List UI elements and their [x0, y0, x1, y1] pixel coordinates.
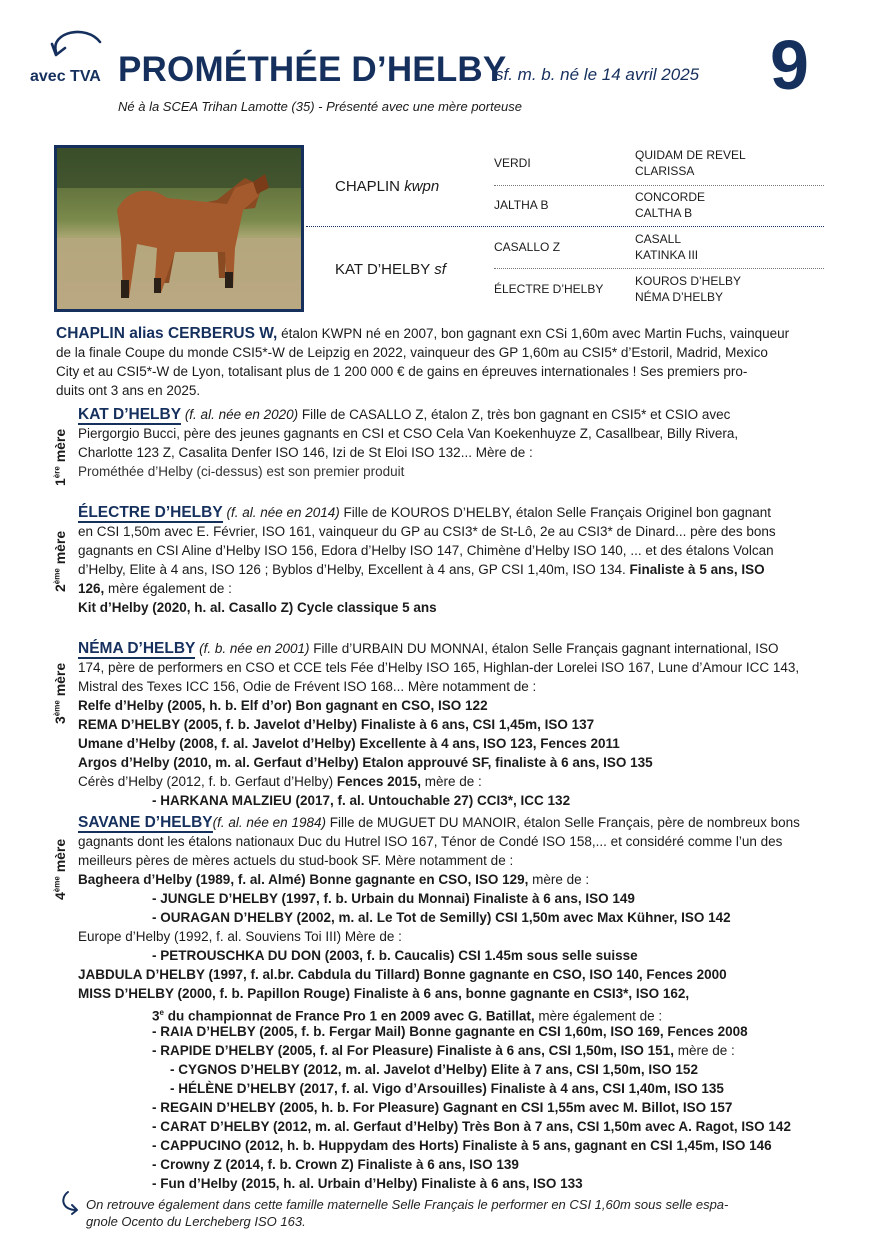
horse-photo: [54, 145, 304, 312]
pedigree-dam-dam: ÉLECTRE D’HELBY: [494, 282, 604, 296]
gen1-heading: KAT D’HELBY: [78, 406, 182, 423]
lot-number: 9: [770, 26, 809, 104]
horse-name-title: PROMÉTHÉE D’HELBY: [118, 50, 507, 89]
gen4-line: 3e du championnat de France Pro 1 en 2009 avec G. Batillat, mère également de :: [152, 1008, 663, 1024]
gen2-line: d’Helby, Elite à 4 ans, ISO 126 ; Byblos d’Helby, Excellent à 4 ans, GP CSI 1,40m, ISO 134. Finaliste à 5 ans, ISO: [78, 562, 765, 577]
gen4-line: Europe d’Helby (1992, f. al. Souviens Toi III) Mère de :: [78, 929, 402, 944]
gen4-heading: SAVANE D’HELBY: [78, 814, 213, 831]
gen3-line: Mistral des Texes ICC 156, Odie de Frévent ISO 168... Mère notamment de :: [78, 679, 537, 694]
breeder-line: Né à la SCEA Trihan Lamotte (35) - Présenté avec une mère porteuse: [118, 99, 522, 114]
gen3-line: REMA D’HELBY (2005, f. b. Javelot d’Helby) Finaliste à 6 ans, CSI 1,45m, ISO 137: [78, 717, 595, 732]
gen3-line: - HARKANA MALZIEU (2017, f. al. Untouchable 27) CCI3*, ICC 132: [152, 793, 571, 808]
sire-paragraph-line: duits ont 3 ans en 2025.: [56, 383, 201, 398]
vat-label: avec TVA: [30, 68, 101, 85]
gen3-line: 174, père de performers en CSO et CCE tels Fée d’Helby ISO 165, Highlan-der Lorelei ISO 167, Lune d’Amour ICC 143,: [78, 660, 800, 675]
gen3-line: Umane d’Helby (2008, f. al. Javelot d’Helby) Excellente à 4 ans, ISO 123, Fences 2011: [78, 736, 620, 751]
gen2-line: ÉLECTRE D’HELBY (f. al. née en 2014) Fille de KOUROS D’HELBY, étalon Selle Français Originel bon gagnant: [78, 504, 772, 521]
pedigree-ggp: CALTHA B: [635, 206, 693, 220]
gen4-line: - RAIA D’HELBY (2005, f. b. Fergar Mail) Bonne gagnante en CSI 1,60m, ISO 169, Fences 2008: [152, 1024, 748, 1039]
generation-label-4: 4ème mère: [52, 838, 68, 900]
pedigree-ggp: KATINKA III: [635, 248, 699, 262]
sire-paragraph-line: CHAPLIN alias CERBERUS W, étalon KWPN né en 2007, bon gagnant exn CSi 1,60m avec Martin Fuchs, vainqueur: [56, 325, 790, 342]
gen4-line: meilleurs pères de mères actuels du stud-book SF. Mère notamment de :: [78, 853, 514, 868]
pedigree-dam: [335, 261, 446, 278]
sire-section-heading: CHAPLIN alias CERBERUS W,: [56, 325, 278, 342]
curved-arrow-icon: [60, 1190, 82, 1216]
gen4-line: - REGAIN D’HELBY (2005, h. b. For Pleasure) Gagnant en CSI 1,55m avec M. Billot, ISO 157: [152, 1100, 733, 1115]
gen1-line: Piergorgio Bucci, père des jeunes gagnants en CSI et CSO Cela Van Koekenhuyze Z, Casallbear, Billy Rivera,: [78, 426, 739, 441]
generation-label-1: 1ère mère: [52, 428, 68, 486]
gen1-line: KAT D’HELBY (f. al. née en 2020) Fille de CASALLO Z, étalon Z, très bon gagnant en CSI5* et CSIO avec: [78, 406, 731, 423]
gen3-line: Cérès d’Helby (2012, f. b. Gerfaut d’Helby) Fences 2015, mère de :: [78, 774, 482, 789]
gen4-line: - HÉLÈNE D’HELBY (2017, f. al. Vigo d’Arsouilles) Finaliste à 4 ans, CSI 1,40m, ISO 135: [170, 1081, 724, 1096]
pedigree-ggp: QUIDAM DE REVEL: [635, 148, 746, 162]
pedigree-ggp: CLARISSA: [635, 164, 695, 178]
sire-studbook: kwpn: [404, 178, 440, 195]
gen4-line: JABDULA D’HELBY (1997, f. al.br. Cabdula du Tillard) Bonne gagnante en CSO, ISO 140, Fences 2000: [78, 967, 727, 982]
footer-line: gnole Ocento du Lercheberg ISO 163.: [86, 1214, 306, 1229]
gen4-line: gagnants dont les étalons nationaux Duc du Hutrel ISO 167, Ténor de Condé ISO 158,... et considéré comme l’un des: [78, 834, 783, 849]
gen4-line: SAVANE D’HELBY(f. al. née en 1984) Fille de MUGUET DU MANOIR, étalon Selle Français, père de nombreux bons: [78, 814, 800, 831]
gen1-line: Prométhée d’Helby (ci-dessus) est son premier produit: [78, 464, 405, 479]
gen4-line: MISS D’HELBY (2000, f. b. Papillon Rouge) Finaliste à 6 ans, bonne gagnante en CSI3*, ISO 162,: [78, 986, 690, 1001]
sire-paragraph-line: City et au CSI5*-W de Lyon, totalisant plus de 1 200 000 € de gains en épreuves internationales ! Ses premiers pro-: [56, 364, 748, 379]
pedigree-divider: [494, 185, 824, 186]
gen3-heading: NÉMA D’HELBY: [78, 640, 196, 657]
gen2-heading: ÉLECTRE D’HELBY: [78, 504, 223, 521]
generation-label-3: 3ème mère: [52, 662, 68, 724]
horse-details: sf. m. b. né le 14 avril 2025: [495, 65, 700, 84]
pedigree-dam-sire: CASALLO Z: [494, 240, 561, 254]
dam-studbook: sf: [434, 261, 446, 278]
footer-note: [86, 1196, 828, 1230]
gen4-line: - Fun d’Helby (2015, h. al. Urbain d’Helby) Finaliste à 6 ans, ISO 133: [152, 1176, 583, 1191]
gen4-line: - CAPPUCINO (2012, h. b. Huppydam des Horts) Finaliste à 5 ans, gagnant en CSI 1,45m, ISO 146: [152, 1138, 772, 1153]
pedigree-sire: [335, 178, 439, 195]
pedigree-ggp: KOUROS D’HELBY: [635, 274, 742, 288]
gen3-line: NÉMA D’HELBY (f. b. née en 2001) Fille d’URBAIN DU MONNAI, étalon Selle Français gagnant international, ISO: [78, 640, 779, 657]
pedigree-divider: [494, 268, 824, 269]
pedigree-ggp: CASALL: [635, 232, 682, 246]
gen2-line: 126, mère également de :: [78, 581, 232, 596]
generation-label-2: 2ème mère: [52, 530, 68, 592]
dam-name: KAT D’HELBY: [335, 261, 431, 278]
gen4-line: - CARAT D’HELBY (2012, m. al. Gerfaut d’Helby) Très Bon à 7 ans, CSI 1,50m avec A. Ragot, ISO 142: [152, 1119, 791, 1134]
gen1-line: Charlotte 123 Z, Casalita Denfer ISO 146, Izi de St Eloi ISO 132... Mère de :: [78, 445, 533, 460]
gen2-line: gagnants en CSI Aline d’Helby ISO 156, Edora d’Helby ISO 147, Chimène d’Helby ISO 140, ... et des étalons Volcan: [78, 543, 774, 558]
sire-paragraph-line: de la finale Coupe du monde CSI5*-W de Leipzig en 2022, vainqueur des GP 1,60m au CSI5* d’Estoril, Madrid, Mexico: [56, 345, 768, 360]
gen2-line: en CSI 1,50m avec E. Février, ISO 161, vainqueur du GP au CSI3* de St-Lô, 2e au CSI3* de Dinard... père des bons: [78, 524, 776, 539]
gen4-line: - PETROUSCHKA DU DON (2003, f. b. Caucalis) CSI 1.45m sous selle suisse: [152, 948, 638, 963]
pedigree-divider-main: [306, 226, 824, 227]
gen4-line: - CYGNOS D’HELBY (2012, m. al. Javelot d’Helby) Elite à 7 ans, CSI 1,50m, ISO 152: [170, 1062, 698, 1077]
sire-name: CHAPLIN: [335, 178, 401, 195]
gen4-line: - JUNGLE D’HELBY (1997, f. b. Urbain du Monnai) Finaliste à 6 ans, ISO 149: [152, 891, 635, 906]
pedigree-ggp: NÉMA D’HELBY: [635, 290, 724, 304]
gen4-line: - Crowny Z (2014, f. b. Crown Z) Finaliste à 6 ans, ISO 139: [152, 1157, 519, 1172]
gen4-line: - OURAGAN D’HELBY (2002, m. al. Le Tot de Semilly) CSI 1,50m avec Max Kühner, ISO 142: [152, 910, 731, 925]
gen3-line: Relfe d’Helby (2005, h. b. Elf d’or) Bon gagnant en CSO, ISO 122: [78, 698, 488, 713]
gen3-line: Argos d’Helby (2010, m. al. Gerfaut d’Helby) Etalon approuvé SF, finaliste à 6 ans, ISO 135: [78, 755, 653, 770]
pedigree-ggp: CONCORDE: [635, 190, 706, 204]
footer-line: On retrouve également dans cette famille maternelle Selle Français le performer en CSI 1,60m sous selle espa-: [86, 1197, 729, 1212]
pedigree-sire-dam: JALTHA B: [494, 198, 549, 212]
pedigree-sire-sire: VERDI: [494, 156, 531, 170]
gen4-line: Bagheera d’Helby (1989, f. al. Almé) Bonne gagnante en CSO, ISO 129, mère de :: [78, 872, 590, 887]
gen2-line: Kit d’Helby (2020, h. al. Casallo Z) Cycle classique 5 ans: [78, 600, 437, 615]
gen4-line: - RAPIDE D’HELBY (2005, f. al For Pleasure) Finaliste à 6 ans, CSI 1,50m, ISO 151, mère de :: [152, 1043, 735, 1058]
curved-arrow-icon: [46, 24, 106, 66]
